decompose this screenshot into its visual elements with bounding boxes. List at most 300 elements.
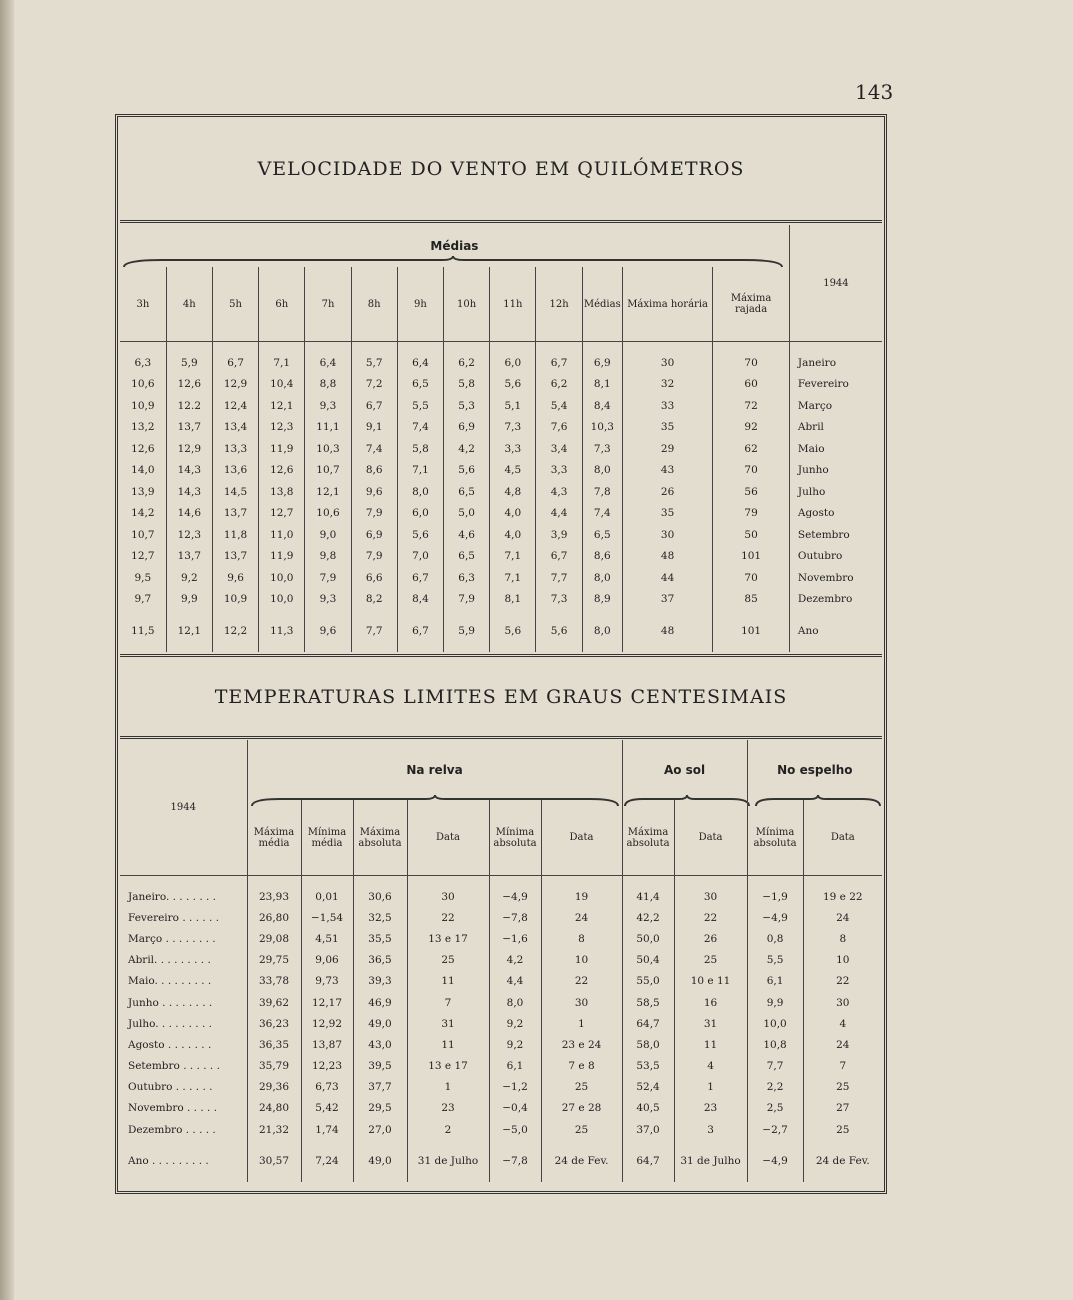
- wind-value-cell: 5,6: [444, 460, 490, 482]
- wind-value-cell: 14,3: [166, 481, 212, 503]
- wind-value-cell: 9,5: [134, 571, 152, 584]
- temp-month-label: Julho. . . . . . . . .: [128, 1017, 212, 1030]
- temp-value-cell: 13 e 17: [407, 1056, 489, 1077]
- wind-value-cell: 70: [713, 460, 790, 482]
- wind-value-cell: 7,0: [397, 546, 443, 568]
- temp-month-label: Junho . . . . . . . .: [128, 996, 213, 1009]
- temp-col-header: Data: [407, 800, 489, 876]
- wind-value-cell: 13,7: [166, 417, 212, 439]
- temp-value-cell: 36,5: [353, 950, 407, 971]
- wind-value-cell: 12,1: [305, 481, 351, 503]
- wind-value-cell: 12,7: [259, 503, 305, 525]
- page-number: 143: [855, 80, 894, 104]
- wind-value-cell: 6,7: [351, 395, 397, 417]
- wind-value-cell: 4,0: [490, 524, 536, 546]
- wind-year-header: 1944: [789, 225, 882, 342]
- temp-value-cell: 13,87: [301, 1034, 353, 1055]
- temp-col-header: Mínima média: [301, 800, 353, 876]
- wind-value-cell: 13,7: [166, 546, 212, 568]
- wind-value-cell: 32: [622, 374, 712, 396]
- temp-title: TEMPERATURAS LIMITES EM GRAUS CENTESIMAIS: [214, 686, 788, 708]
- wind-value-cell: 3,9: [536, 524, 582, 546]
- wind-value-cell: 7,7: [351, 610, 397, 652]
- wind-value-cell: 7,2: [351, 374, 397, 396]
- wind-value-cell: 5,6: [490, 610, 536, 652]
- temp-value-cell: 2,2: [747, 1077, 803, 1098]
- temp-value-cell: 24,80: [247, 1098, 301, 1119]
- wind-value-cell: 13,8: [259, 481, 305, 503]
- temp-value-cell: 1: [407, 1077, 489, 1098]
- temp-year-header: 1944: [120, 740, 247, 876]
- wind-value-cell: 6,0: [490, 352, 536, 374]
- wind-value-cell: 12,3: [259, 417, 305, 439]
- temp-value-cell: 11: [674, 1034, 747, 1055]
- temp-value-cell: 23,93: [247, 886, 301, 907]
- temp-value-cell: 41,4: [622, 886, 674, 907]
- temp-value-cell: 31: [407, 1013, 489, 1034]
- temp-value-cell: 25: [803, 1119, 882, 1140]
- wind-value-cell: 9,7: [134, 593, 152, 606]
- temp-value-cell: 30,57: [247, 1140, 301, 1182]
- wind-col-header: Máxima rajada: [713, 267, 790, 342]
- wind-value-cell: 5,6: [397, 524, 443, 546]
- wind-value-cell: 6,4: [397, 352, 443, 374]
- wind-value-cell: 9,3: [305, 395, 351, 417]
- wind-month-label: Dezembro: [789, 589, 882, 611]
- temp-month-label: Abril. . . . . . . . .: [128, 954, 211, 967]
- temp-value-cell: 12,23: [301, 1056, 353, 1077]
- wind-value-cell: 6,7: [536, 352, 582, 374]
- wind-value-cell: 9,1: [351, 417, 397, 439]
- wind-value-cell: 8,8: [305, 374, 351, 396]
- temp-value-cell: 25: [803, 1077, 882, 1098]
- wind-value-cell: 14,2: [131, 507, 155, 520]
- wind-value-cell: 9,2: [166, 567, 212, 589]
- wind-value-cell: 7,9: [351, 503, 397, 525]
- temp-value-cell: 64,7: [622, 1013, 674, 1034]
- temp-col-header: Mínima absoluta: [489, 800, 541, 876]
- table-row: [120, 481, 882, 503]
- temp-value-cell: 7,24: [301, 1140, 353, 1182]
- temp-month-label: Setembro . . . . . .: [128, 1060, 220, 1073]
- wind-value-cell: 7,9: [444, 589, 490, 611]
- temp-value-cell: 9,73: [301, 971, 353, 992]
- temp-col-header: Data: [803, 800, 882, 876]
- table-row: [120, 1013, 882, 1034]
- temp-value-cell: 23: [407, 1098, 489, 1119]
- wind-value-cell: 4,8: [490, 481, 536, 503]
- temp-value-cell: 30: [674, 886, 747, 907]
- temp-value-cell: −5,0: [489, 1119, 541, 1140]
- temp-value-cell: 13 e 17: [407, 928, 489, 949]
- wind-value-cell: 5,9: [166, 352, 212, 374]
- wind-value-cell: 11,1: [305, 417, 351, 439]
- wind-value-cell: 11,3: [259, 610, 305, 652]
- temp-col-header: Data: [674, 800, 747, 876]
- temp-value-cell: 35,5: [353, 928, 407, 949]
- temp-value-cell: 46,9: [353, 992, 407, 1013]
- wind-value-cell: 7,1: [259, 352, 305, 374]
- temp-value-cell: 8,0: [489, 992, 541, 1013]
- wind-value-cell: 44: [622, 567, 712, 589]
- wind-month-label: Abril: [789, 417, 882, 439]
- wind-value-cell: 8,6: [582, 546, 622, 568]
- wind-value-cell: 9,3: [305, 589, 351, 611]
- wind-value-cell: 10,6: [131, 378, 155, 391]
- wind-value-cell: 70: [713, 352, 790, 374]
- temp-value-cell: 9,9: [747, 992, 803, 1013]
- wind-month-label: Agosto: [789, 503, 882, 525]
- wind-value-cell: 10,4: [259, 374, 305, 396]
- table-row: [120, 1140, 882, 1182]
- wind-value-cell: 12,1: [259, 395, 305, 417]
- wind-value-cell: 12,9: [212, 374, 258, 396]
- wind-col-header: 3h: [120, 267, 166, 342]
- wind-value-cell: 5,5: [397, 395, 443, 417]
- table-row: [120, 610, 882, 652]
- wind-value-cell: 6,2: [536, 374, 582, 396]
- temp-value-cell: 11: [407, 971, 489, 992]
- wind-value-cell: 5,9: [444, 610, 490, 652]
- temp-value-cell: 24: [803, 907, 882, 928]
- wind-value-cell: 10,3: [305, 438, 351, 460]
- temp-value-cell: 26,80: [247, 907, 301, 928]
- temp-value-cell: −7,8: [489, 907, 541, 928]
- temp-value-cell: 27 e 28: [541, 1098, 622, 1119]
- wind-value-cell: 5,1: [490, 395, 536, 417]
- wind-title: VELOCIDADE DO VENTO EM QUILÓMETROS: [257, 158, 745, 180]
- wind-value-cell: 30: [622, 524, 712, 546]
- temp-value-cell: −2,7: [747, 1119, 803, 1140]
- temp-value-cell: 29,75: [247, 950, 301, 971]
- wind-value-cell: 9,8: [305, 546, 351, 568]
- temp-value-cell: 49,0: [353, 1140, 407, 1182]
- wind-value-cell: 13,6: [212, 460, 258, 482]
- wind-value-cell: 6,7: [212, 352, 258, 374]
- wind-value-cell: 8,1: [490, 589, 536, 611]
- temp-value-cell: 30: [803, 992, 882, 1013]
- temp-value-cell: 10,8: [747, 1034, 803, 1055]
- table-row: [120, 546, 882, 568]
- table-row: [120, 395, 882, 417]
- wind-value-cell: 8,9: [582, 589, 622, 611]
- wind-value-cell: 6,7: [397, 567, 443, 589]
- wind-col-header: 5h: [212, 267, 258, 342]
- wind-value-cell: 8,1: [582, 374, 622, 396]
- temp-value-cell: 36,35: [247, 1034, 301, 1055]
- medias-group-header: Médias: [430, 239, 479, 253]
- wind-value-cell: 5,3: [444, 395, 490, 417]
- temp-value-cell: 36,23: [247, 1013, 301, 1034]
- table-row: [120, 352, 882, 374]
- wind-col-header: 9h: [397, 267, 443, 342]
- temp-value-cell: 4,2: [489, 950, 541, 971]
- temp-value-cell: 22: [407, 907, 489, 928]
- page-gutter-shadow: [0, 0, 14, 1300]
- temp-month-label: Maio. . . . . . . . .: [128, 975, 212, 988]
- temp-month-label: Fevereiro . . . . . .: [128, 911, 220, 924]
- wind-value-cell: 3,3: [536, 460, 582, 482]
- temp-value-cell: 39,62: [247, 992, 301, 1013]
- temp-month-label: Outubro . . . . . .: [128, 1081, 213, 1094]
- wind-value-cell: 6,5: [582, 524, 622, 546]
- wind-value-cell: 7,7: [536, 567, 582, 589]
- temp-value-cell: 5,42: [301, 1098, 353, 1119]
- wind-value-cell: 8,0: [582, 460, 622, 482]
- table-row: [120, 460, 882, 482]
- temp-value-cell: 2,5: [747, 1098, 803, 1119]
- wind-value-cell: 12,6: [131, 442, 155, 455]
- temp-value-cell: −4,9: [747, 1140, 803, 1182]
- wind-month-label: Maio: [789, 438, 882, 460]
- wind-month-label: Novembro: [789, 567, 882, 589]
- wind-value-cell: 29: [622, 438, 712, 460]
- wind-value-cell: 70: [713, 567, 790, 589]
- temp-value-cell: 33,78: [247, 971, 301, 992]
- wind-value-cell: 11,0: [259, 524, 305, 546]
- wind-value-cell: 13,4: [212, 417, 258, 439]
- wind-value-cell: 7,1: [490, 567, 536, 589]
- temp-value-cell: 10: [541, 950, 622, 971]
- wind-value-cell: 7,9: [305, 567, 351, 589]
- temp-value-cell: 52,4: [622, 1077, 674, 1098]
- temp-value-cell: 2: [407, 1119, 489, 1140]
- temp-value-cell: −1,6: [489, 928, 541, 949]
- wind-value-cell: 11,5: [131, 625, 155, 637]
- table-row: [120, 1077, 882, 1098]
- temp-value-cell: 3: [674, 1119, 747, 1140]
- temp-value-cell: 19 e 22: [803, 886, 882, 907]
- table-row: [120, 589, 882, 611]
- wind-value-cell: 12,6: [166, 374, 212, 396]
- temp-value-cell: 42,2: [622, 907, 674, 928]
- temp-value-cell: 7: [407, 992, 489, 1013]
- wind-value-cell: 4,6: [444, 524, 490, 546]
- temp-value-cell: 53,5: [622, 1056, 674, 1077]
- wind-month-label: Ano: [789, 610, 882, 652]
- temp-value-cell: −7,8: [489, 1140, 541, 1182]
- temp-value-cell: 64,7: [622, 1140, 674, 1182]
- table-row: [120, 1034, 882, 1055]
- wind-value-cell: 3,3: [490, 438, 536, 460]
- wind-value-cell: 12,7: [131, 550, 155, 563]
- wind-value-cell: 48: [622, 546, 712, 568]
- wind-value-cell: 7,4: [351, 438, 397, 460]
- spacer-row: [120, 876, 882, 887]
- temperature-limits-table: [120, 740, 882, 1182]
- temp-month-label: Dezembro . . . . .: [128, 1123, 216, 1136]
- wind-value-cell: 6,7: [397, 610, 443, 652]
- wind-value-cell: 14,0: [131, 464, 155, 477]
- wind-value-cell: 8,0: [582, 610, 622, 652]
- wind-value-cell: 101: [713, 546, 790, 568]
- wind-value-cell: 7,4: [397, 417, 443, 439]
- wind-month-label: Março: [789, 395, 882, 417]
- wind-value-cell: 6,5: [444, 546, 490, 568]
- wind-value-cell: 43: [622, 460, 712, 482]
- temp-value-cell: 31 de Julho: [674, 1140, 747, 1182]
- temp-value-cell: 39,5: [353, 1056, 407, 1077]
- temp-value-cell: 30: [541, 992, 622, 1013]
- wind-value-cell: 12,4: [212, 395, 258, 417]
- wind-value-cell: 10,0: [259, 567, 305, 589]
- temp-value-cell: 10,0: [747, 1013, 803, 1034]
- wind-month-label: Fevereiro: [789, 374, 882, 396]
- temp-value-cell: 11: [407, 1034, 489, 1055]
- temp-value-cell: 26: [674, 928, 747, 949]
- wind-bottom-rule: [120, 654, 882, 657]
- wind-value-cell: 7,3: [490, 417, 536, 439]
- wind-col-header: Máxima horária: [622, 267, 712, 342]
- temp-value-cell: 10: [803, 950, 882, 971]
- wind-col-header: Médias: [582, 267, 622, 342]
- wind-value-cell: 11,9: [259, 438, 305, 460]
- wind-value-cell: 92: [713, 417, 790, 439]
- table-row: [120, 1056, 882, 1077]
- wind-value-cell: 4,3: [536, 481, 582, 503]
- temp-value-cell: 6,1: [747, 971, 803, 992]
- temp-value-cell: 50,4: [622, 950, 674, 971]
- wind-value-cell: 10,9: [212, 589, 258, 611]
- temp-value-cell: 24 de Fev.: [803, 1140, 882, 1182]
- wind-col-header: 10h: [444, 267, 490, 342]
- wind-value-cell: 13,9: [131, 485, 155, 498]
- temp-value-cell: 7: [803, 1056, 882, 1077]
- wind-value-cell: 9,0: [305, 524, 351, 546]
- wind-col-header: 12h: [536, 267, 582, 342]
- wind-value-cell: 5,8: [444, 374, 490, 396]
- wind-value-cell: 11,9: [259, 546, 305, 568]
- wind-value-cell: 7,6: [536, 417, 582, 439]
- temp-value-cell: 25: [541, 1119, 622, 1140]
- wind-value-cell: 12,2: [212, 610, 258, 652]
- temp-value-cell: 0,8: [747, 928, 803, 949]
- temp-value-cell: 29,08: [247, 928, 301, 949]
- wind-value-cell: 6,7: [536, 546, 582, 568]
- temp-value-cell: 22: [541, 971, 622, 992]
- temp-value-cell: 35,79: [247, 1056, 301, 1077]
- table-row: [120, 928, 882, 949]
- wind-value-cell: 14,5: [212, 481, 258, 503]
- wind-value-cell: 5,6: [536, 610, 582, 652]
- temp-value-cell: 6,1: [489, 1056, 541, 1077]
- wind-value-cell: 9,6: [212, 567, 258, 589]
- temp-value-cell: 22: [674, 907, 747, 928]
- table-row: [120, 1098, 882, 1119]
- temp-value-cell: 16: [674, 992, 747, 1013]
- wind-value-cell: 6,4: [305, 352, 351, 374]
- wind-value-cell: 8,6: [351, 460, 397, 482]
- temp-value-cell: 25: [674, 950, 747, 971]
- wind-value-cell: 6,9: [444, 417, 490, 439]
- wind-value-cell: 8,4: [397, 589, 443, 611]
- temp-table-body: [120, 876, 882, 1183]
- wind-value-cell: 12,6: [259, 460, 305, 482]
- wind-value-cell: 10,7: [131, 528, 155, 541]
- wind-value-cell: 13,2: [131, 421, 155, 434]
- temp-value-cell: −1,9: [747, 886, 803, 907]
- wind-value-cell: 9,9: [166, 589, 212, 611]
- temp-value-cell: 37,0: [622, 1119, 674, 1140]
- temp-value-cell: 27,0: [353, 1119, 407, 1140]
- no-espelho-header: No espelho: [747, 740, 882, 800]
- wind-value-cell: 72: [713, 395, 790, 417]
- table-row: [120, 438, 882, 460]
- spacer-row: [120, 342, 882, 353]
- temp-value-cell: 27: [803, 1098, 882, 1119]
- temp-value-cell: 9,2: [489, 1034, 541, 1055]
- temp-value-cell: 58,0: [622, 1034, 674, 1055]
- temp-value-cell: −1,54: [301, 907, 353, 928]
- temp-value-cell: 24: [803, 1034, 882, 1055]
- table-row: [120, 503, 882, 525]
- wind-value-cell: 5,4: [536, 395, 582, 417]
- wind-value-cell: 48: [622, 610, 712, 652]
- temp-month-label: Março . . . . . . . .: [128, 932, 216, 945]
- temp-value-cell: 58,5: [622, 992, 674, 1013]
- wind-value-cell: 9,6: [351, 481, 397, 503]
- table-row: [120, 567, 882, 589]
- wind-value-cell: 4,0: [490, 503, 536, 525]
- temp-value-cell: 4: [674, 1056, 747, 1077]
- temp-value-cell: 12,92: [301, 1013, 353, 1034]
- temp-top-rule: [120, 736, 882, 739]
- temp-value-cell: 8: [541, 928, 622, 949]
- temp-value-cell: 30,6: [353, 886, 407, 907]
- temp-col-header: Máxima absoluta: [353, 800, 407, 876]
- table-row: [120, 886, 882, 907]
- wind-month-label: Outubro: [789, 546, 882, 568]
- wind-value-cell: 62: [713, 438, 790, 460]
- temp-col-header: Mínima absoluta: [747, 800, 803, 876]
- wind-month-label: Julho: [789, 481, 882, 503]
- wind-value-cell: 12.2: [166, 395, 212, 417]
- wind-col-header: 4h: [166, 267, 212, 342]
- wind-value-cell: 79: [713, 503, 790, 525]
- wind-col-header: 6h: [259, 267, 305, 342]
- temp-value-cell: 25: [407, 950, 489, 971]
- wind-value-cell: 8,2: [351, 589, 397, 611]
- temp-value-cell: 1,74: [301, 1119, 353, 1140]
- wind-value-cell: 7,3: [582, 438, 622, 460]
- wind-value-cell: 6,9: [351, 524, 397, 546]
- wind-value-cell: 8,0: [397, 481, 443, 503]
- temp-value-cell: 25: [541, 1077, 622, 1098]
- temp-month-label: Janeiro. . . . . . . .: [128, 890, 217, 903]
- temp-col-header: Máxima média: [247, 800, 301, 876]
- temp-value-cell: 10 e 11: [674, 971, 747, 992]
- wind-value-cell: 13,7: [212, 546, 258, 568]
- table-row: [120, 524, 882, 546]
- temp-value-cell: 6,73: [301, 1077, 353, 1098]
- temp-month-label: Ano . . . . . . . . .: [128, 1155, 209, 1168]
- temp-value-cell: 8: [803, 928, 882, 949]
- temp-value-cell: −0,4: [489, 1098, 541, 1119]
- wind-value-cell: 26: [622, 481, 712, 503]
- wind-value-cell: 56: [713, 481, 790, 503]
- wind-value-cell: 7,9: [351, 546, 397, 568]
- table-row: [120, 907, 882, 928]
- table-row: [120, 971, 882, 992]
- wind-value-cell: 9,6: [305, 610, 351, 652]
- temp-value-cell: 12,17: [301, 992, 353, 1013]
- wind-month-label: Junho: [789, 460, 882, 482]
- temp-col-header: Data: [541, 800, 622, 876]
- temp-month-label: Agosto . . . . . . .: [128, 1038, 212, 1051]
- temp-value-cell: 37,7: [353, 1077, 407, 1098]
- wind-month-label: Setembro: [789, 524, 882, 546]
- temp-value-cell: 4: [803, 1013, 882, 1034]
